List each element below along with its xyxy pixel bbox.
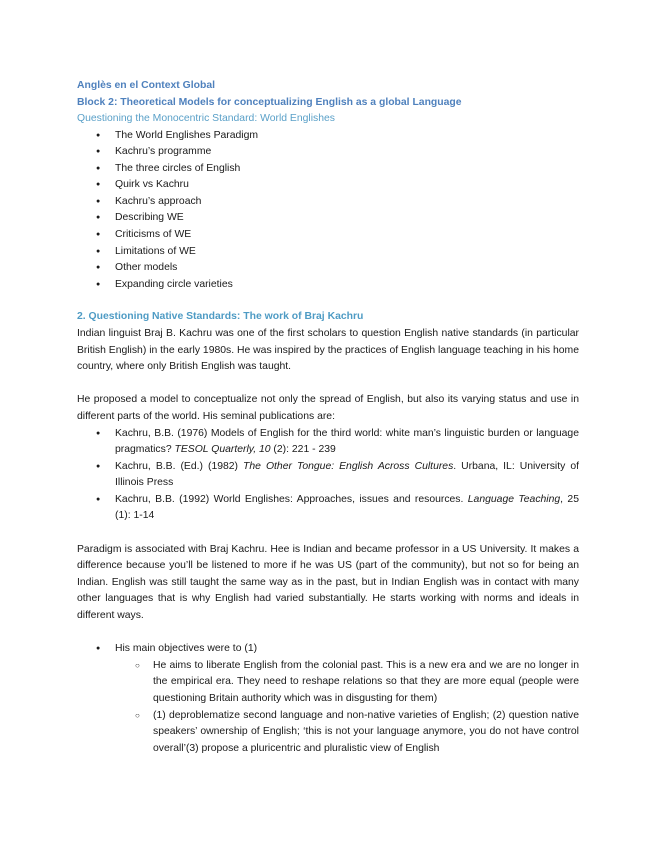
objectives-sublist bbox=[135, 658, 579, 758]
references-list bbox=[96, 426, 579, 526]
bullet-icon: ● bbox=[96, 247, 101, 255]
bullet-icon: ● bbox=[96, 197, 101, 205]
paragraph-model: He proposed a model to conceptualize not only the spread of English, but also its varying status and use in different parts of the world. His seminal publications are: bbox=[77, 394, 579, 422]
list-item: ● Criticisms of WE bbox=[115, 227, 579, 244]
list-item: ● Describing WE bbox=[115, 210, 579, 227]
reference-item: ● Kachru, B.B. (1992) World Englishes: Approaches, issues and resources. Language Teaching, 25 (1): 1-14 bbox=[96, 493, 579, 522]
course-title: Anglès en el Context Global bbox=[77, 80, 215, 91]
list-item: ● Quirk vs Kachru bbox=[115, 177, 579, 194]
circle-bullet-icon: ○ bbox=[135, 660, 140, 670]
list-item: ● Limitations of WE bbox=[115, 244, 579, 261]
list-item: ● The World Englishes Paradigm bbox=[115, 128, 579, 145]
list-item: ● Other models bbox=[115, 260, 579, 277]
bullet-icon: ● bbox=[96, 429, 101, 437]
circle-bullet-icon: ○ bbox=[135, 710, 140, 720]
bullet-icon: ● bbox=[96, 462, 101, 470]
bullet-icon: ● bbox=[96, 181, 101, 189]
bullet-icon: ● bbox=[96, 131, 101, 139]
paragraph-intro: Indian linguist Braj B. Kachru was one of the first scholars to question English native standards (in particular British English) in the early 1980s. He was inspired by the practices of English language teaching in his home country, where only British English was taught. bbox=[77, 327, 579, 373]
bullet-icon: ● bbox=[96, 214, 101, 222]
objectives-list bbox=[96, 641, 579, 757]
bullet-icon: ● bbox=[96, 264, 101, 272]
list-item: ● Kachru’s approach bbox=[115, 194, 579, 211]
reference-item: ● Kachru, B.B. (Ed.) (1982) The Other Tongue: English Across Cultures. Urbana, IL: University of Illinois Press bbox=[96, 460, 579, 489]
section-heading: 2. Questioning Native Standards: The work of Braj Kachru bbox=[77, 311, 364, 323]
bullet-icon: ● bbox=[96, 645, 101, 653]
bullet-icon: ● bbox=[96, 280, 101, 288]
list-item: ● The three circles of English bbox=[115, 161, 579, 178]
sub-list-item: ○ He aims to liberate English from the colonial past. This is a new era and we are no longer in the empirical era. They need to reshape relations so that they are more equal (people were questioning Britain authority which was in disgusting for them) bbox=[135, 659, 579, 704]
topics-list bbox=[96, 128, 579, 294]
block-title: Block 2: Theoretical Models for conceptualizing English as a global Language bbox=[77, 96, 462, 108]
reference-item: ● Kachru, B.B. (1976) Models of English for the third world: white man’s linguistic burden or language pragmatics? TESOL Quarterly, 10 (2): 221 - 239 bbox=[96, 427, 579, 456]
paragraph-paradigm: Paradigm is associated with Braj Kachru. Hee is Indian and became professor in a US University. It makes a difference because you’ll be listened to more if he was US (part of the community), but not so for being an Indian. English was still taught the same way as in the past, but in Indian English was in contact with many other languages that is why English had varied substantially. He starts working with norms and ideals in different ways. bbox=[77, 543, 579, 622]
sub-list-item: ○ (1) deproblematize second language and non-native varieties of English; (2) question native speakers’ ownership of English; ‘this is not your language anymore, you do not have control overall’(3) propose a pluricentric and pluralistic view of English bbox=[135, 709, 579, 754]
bullet-icon: ● bbox=[96, 164, 101, 172]
bullet-icon: ● bbox=[96, 148, 101, 156]
list-item: ● Kachru’s programme bbox=[115, 144, 579, 161]
bullet-icon: ● bbox=[96, 495, 101, 503]
document-page bbox=[77, 78, 579, 757]
list-item: ● Expanding circle varieties bbox=[115, 277, 579, 294]
list-item: ● His main objectives were to (1) ○ He aims to liberate English from the colonial past. This is a new era and we are no longer in the empirical era. They need to reshape relations so that they are more equal (people were questioning Britain authority which was in disgusting for them) ○ (1) deproblematize second language and non-native varieties of English; (2) question native speakers’ ownership of English; ‘this is not your language anymore, you do not have control overall’(3) propose a pluricentric and pluralistic view of English bbox=[115, 641, 579, 757]
section-subtitle: Questioning the Monocentric Standard: World Englishes bbox=[77, 113, 335, 124]
bullet-icon: ● bbox=[96, 231, 101, 239]
